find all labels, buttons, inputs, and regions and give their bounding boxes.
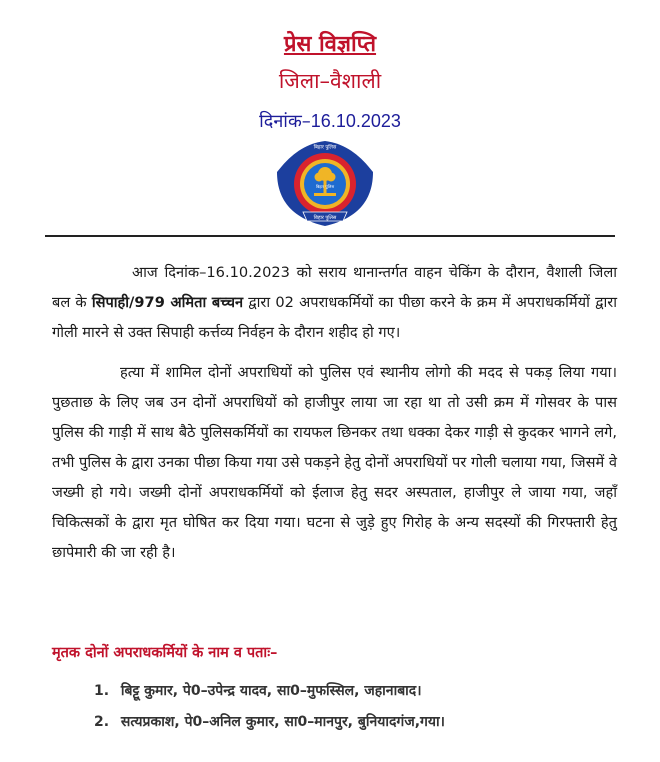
bihar-police-emblem-icon — [270, 138, 380, 228]
paragraph-1 — [52, 258, 617, 348]
victims-list — [94, 676, 614, 738]
victims-heading: मृतक दोनों अपराधकर्मियों के नाम व पताः– — [52, 645, 278, 661]
list-item-text: सत्यप्रकाश, पे0–अनिल कुमार, सा0–मानपुर, बुनियादगंज,गया। — [120, 714, 445, 730]
letter-header — [0, 30, 660, 135]
paragraph-1-start: आज दिनांक–16.10.2023 को सराय थानान्तर्गत वाहन चेकिंग के दौरान, वैशाली जिला बल के — [52, 264, 617, 311]
district-name: जिला–वैशाली — [278, 69, 382, 93]
list-item — [94, 676, 614, 707]
page-title: प्रेस विज्ञप्ति — [283, 32, 377, 57]
emblem-bottom-text: बिहार पुलिस — [313, 215, 337, 221]
body-text — [52, 258, 617, 568]
release-date — [0, 108, 660, 135]
date-value: 16.10.2023 — [310, 111, 401, 131]
emblem-inner-text: बिहार पुलिस — [315, 184, 335, 189]
list-item-text: बिट्टू कुमार, पे0–उपेन्द्र यादव, सा0–मुफस्सिल, जहानाबाद। — [120, 683, 422, 699]
date-prefix: दिनांक– — [259, 111, 311, 132]
list-item-number: 1. — [94, 683, 110, 699]
constable-name: सिपाही/979 अमिता बच्चन — [91, 294, 244, 311]
list-item-number: 2. — [94, 714, 110, 730]
paragraph-1-end: द्वारा 02 अपराधकर्मियों का पीछा करने के क्रम में अपराधकर्मियों द्वारा गोली मारने से उक्त सिपाही कर्त्तव्य निर्वहन के दौरान शहीद हो गए। — [52, 294, 618, 341]
header-divider — [45, 235, 615, 237]
emblem-top-text: बिहार पुलिस — [313, 144, 337, 151]
paragraph-2: हत्या में शामिल दोनों अपराधियों को पुलिस एवं स्थानीय लोगो की मदद से पकड़ लिया गया। पुछताछ के लिए जब उन दोनों अपराधियों को हाजीपुर लाया जा रहा था तो उसी क्रम में गोसवर के पास पुलिस की गाड़ी में साथ बैठे पुलिसकर्मियों का रायफल छिनकर तथा धक्का देकर गाड़ी से कुदकर भागने लगे, तभी पुलिस के द्वारा उनका पीछा किया गया उसे पकड़ने हेतु दोनों अपराधियों पर गोली चलाया गया, जिसमें वे जख्मी हो गये। जख्मी दोनों अपराधकर्मियों को ईलाज हेतु सदर अस्पताल, हाजीपुर ले जाया गया, जहाँ चिकित्सकों के द्वारा मृत घोषित कर दिया गया। घटना से जुड़े हुए गिरोह के अन्य सदस्यों की गिरफ्तारी हेतु छापेमारी की जा रही है। — [52, 364, 618, 561]
list-item — [94, 707, 614, 738]
